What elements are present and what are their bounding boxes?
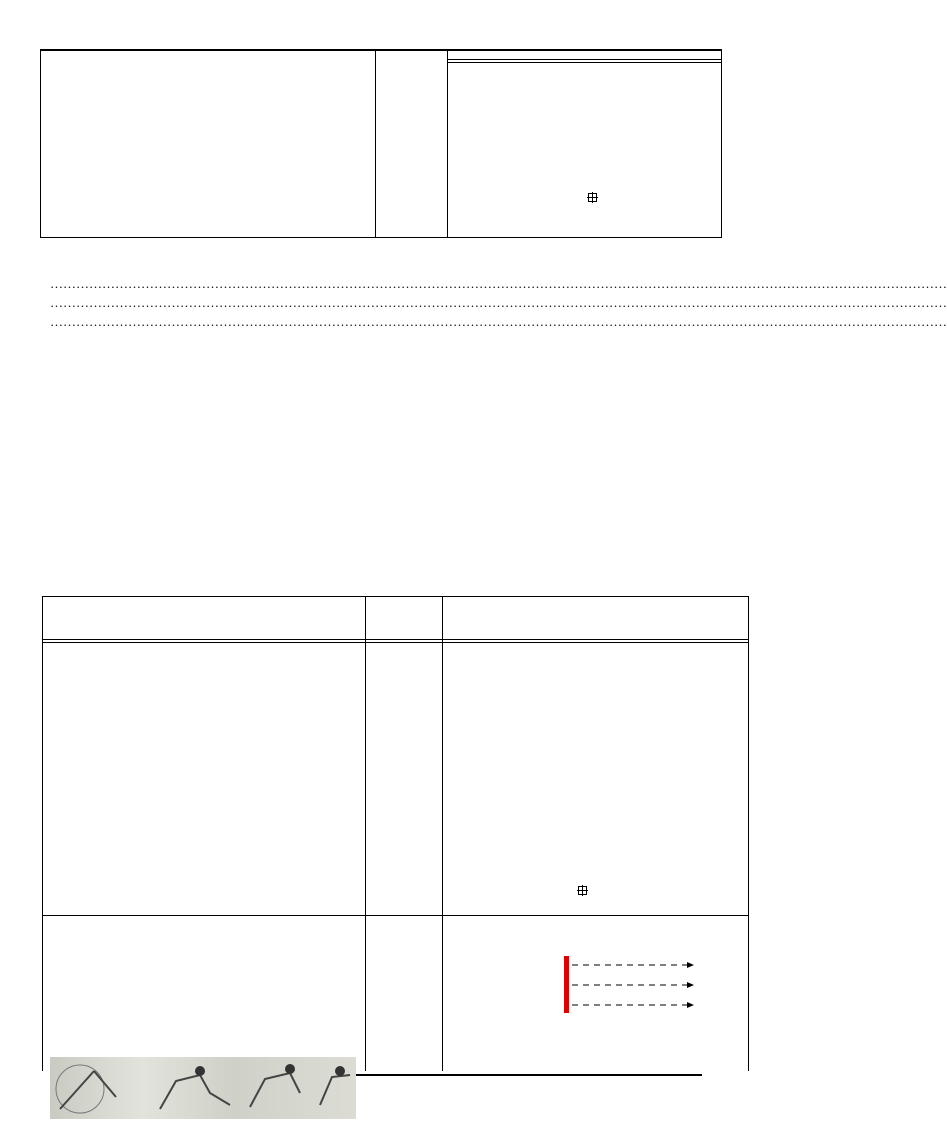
header-rule [40, 49, 722, 51]
results-line: ……………………………………………………………………………………………………………………………………………………………………………………… [50, 295, 947, 310]
results-line: ……………………………………………………………………………………………………………………………………………………………………………………… [50, 276, 947, 291]
start-line [564, 956, 569, 1013]
start-technique-photo [50, 1057, 356, 1119]
teacher-icon [577, 881, 588, 892]
results-line: ……………………………………………………………………………………………………………………………………………………………………………………… [50, 314, 947, 329]
teacher-icon [587, 188, 598, 199]
run-arrows [570, 958, 700, 1018]
